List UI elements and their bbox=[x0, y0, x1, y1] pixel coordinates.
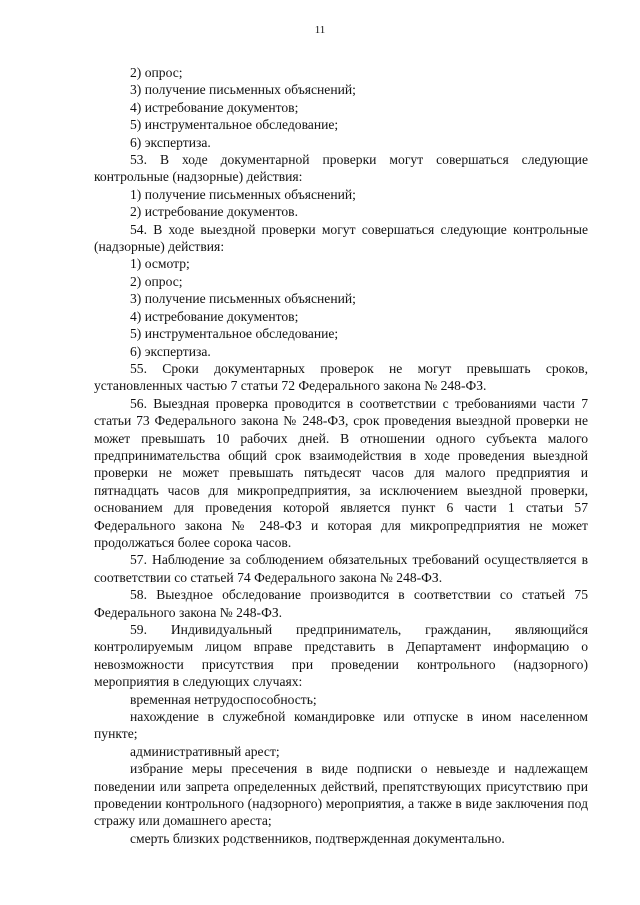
list-item-3-explanations: 3) получение письменных объяснений; bbox=[130, 82, 356, 98]
list-item-2-survey: 2) опрос; bbox=[130, 65, 183, 80]
clause-59: 59. Индивидуальный предприниматель, гражданин, являющийся контролируемым лицом вправе представить в Департамент информацию о невозможности присутствия при проведении контрольного (надзорного) мероприятия в следующих случаях: bbox=[94, 622, 588, 690]
clause-59-case-bereavement: смерть близких родственников, подтвержденная документально. bbox=[130, 830, 505, 846]
list-item-6-expertise: 6) экспертиза. bbox=[130, 134, 211, 150]
list-item-4-documents: 4) истребование документов; bbox=[130, 99, 299, 115]
clause-59-case-illness: временная нетрудоспособность; bbox=[130, 691, 317, 707]
clause-54-item-5: 5) инструментальное обследование; bbox=[130, 326, 339, 342]
clause-53-item-1: 1) получение письменных объяснений; bbox=[130, 186, 356, 202]
clause-59-case-preventive-measure: избрание меры пресечения в виде подписки о невыезде и надлежащем поведении или запрета определенных действий, препятствующих присутствию при проведении контрольного (надзорного) мероприятия, а также в виде заключения под стражу или домашнего ареста; bbox=[94, 761, 588, 829]
clause-55: 55. Сроки документарных проверок не могут превышать сроков, установленных частью 7 статьи 72 Федерального закона № 248-ФЗ. bbox=[94, 360, 588, 394]
list-item-5-instrumental: 5) инструментальное обследование; bbox=[130, 117, 339, 133]
clause-56: 56. Выездная проверка проводится в соответствии с требованиями части 7 статьи 73 Федерального закона № 248-ФЗ, срок проведения выездной проверки не может превышать 10 рабочих дней. В отношении одного субъекта малого предпринимательства общий срок взаимодействия в ходе проведения выездной проверки не может превышать пятьдесят часов для малого предприятия и пятнадцать часов для микропредприятия, за исключением выездной проверки, основанием для проведения которой является пункт 6 части 1 статьи 57 Федерального закона № 248-ФЗ и которая для микропредприятия не может продолжаться более сорока часов. bbox=[94, 395, 588, 550]
clause-54-item-1: 1) осмотр; bbox=[130, 256, 190, 272]
clause-53-item-2: 2) истребование документов. bbox=[130, 204, 298, 220]
clause-54: 54. В ходе выездной проверки могут совершаться следующие контрольные (надзорные) действия: bbox=[94, 221, 588, 255]
document-body bbox=[94, 64, 588, 847]
clause-54-item-2: 2) опрос; bbox=[130, 273, 183, 289]
clause-59-case-arrest: административный арест; bbox=[130, 743, 280, 759]
clause-54-item-4: 4) истребование документов; bbox=[130, 308, 299, 324]
page-number: 11 bbox=[314, 24, 326, 36]
clause-53: 53. В ходе документарной проверки могут совершаться следующие контрольные (надзорные) действия: bbox=[94, 152, 588, 185]
clause-54-item-3: 3) получение письменных объяснений; bbox=[130, 291, 356, 307]
clause-59-case-business-trip: нахождение в служебной командировке или отпуске в ином населенном пункте; bbox=[94, 709, 588, 742]
clause-57: 57. Наблюдение за соблюдением обязательных требований осуществляется в соответствии со статьей 74 Федерального закона № 248-ФЗ. bbox=[94, 552, 588, 585]
clause-58: 58. Выездное обследование производится в соответствии со статьей 75 Федерального закона № 248-ФЗ. bbox=[94, 587, 588, 620]
clause-54-item-6: 6) экспертиза. bbox=[130, 343, 211, 359]
